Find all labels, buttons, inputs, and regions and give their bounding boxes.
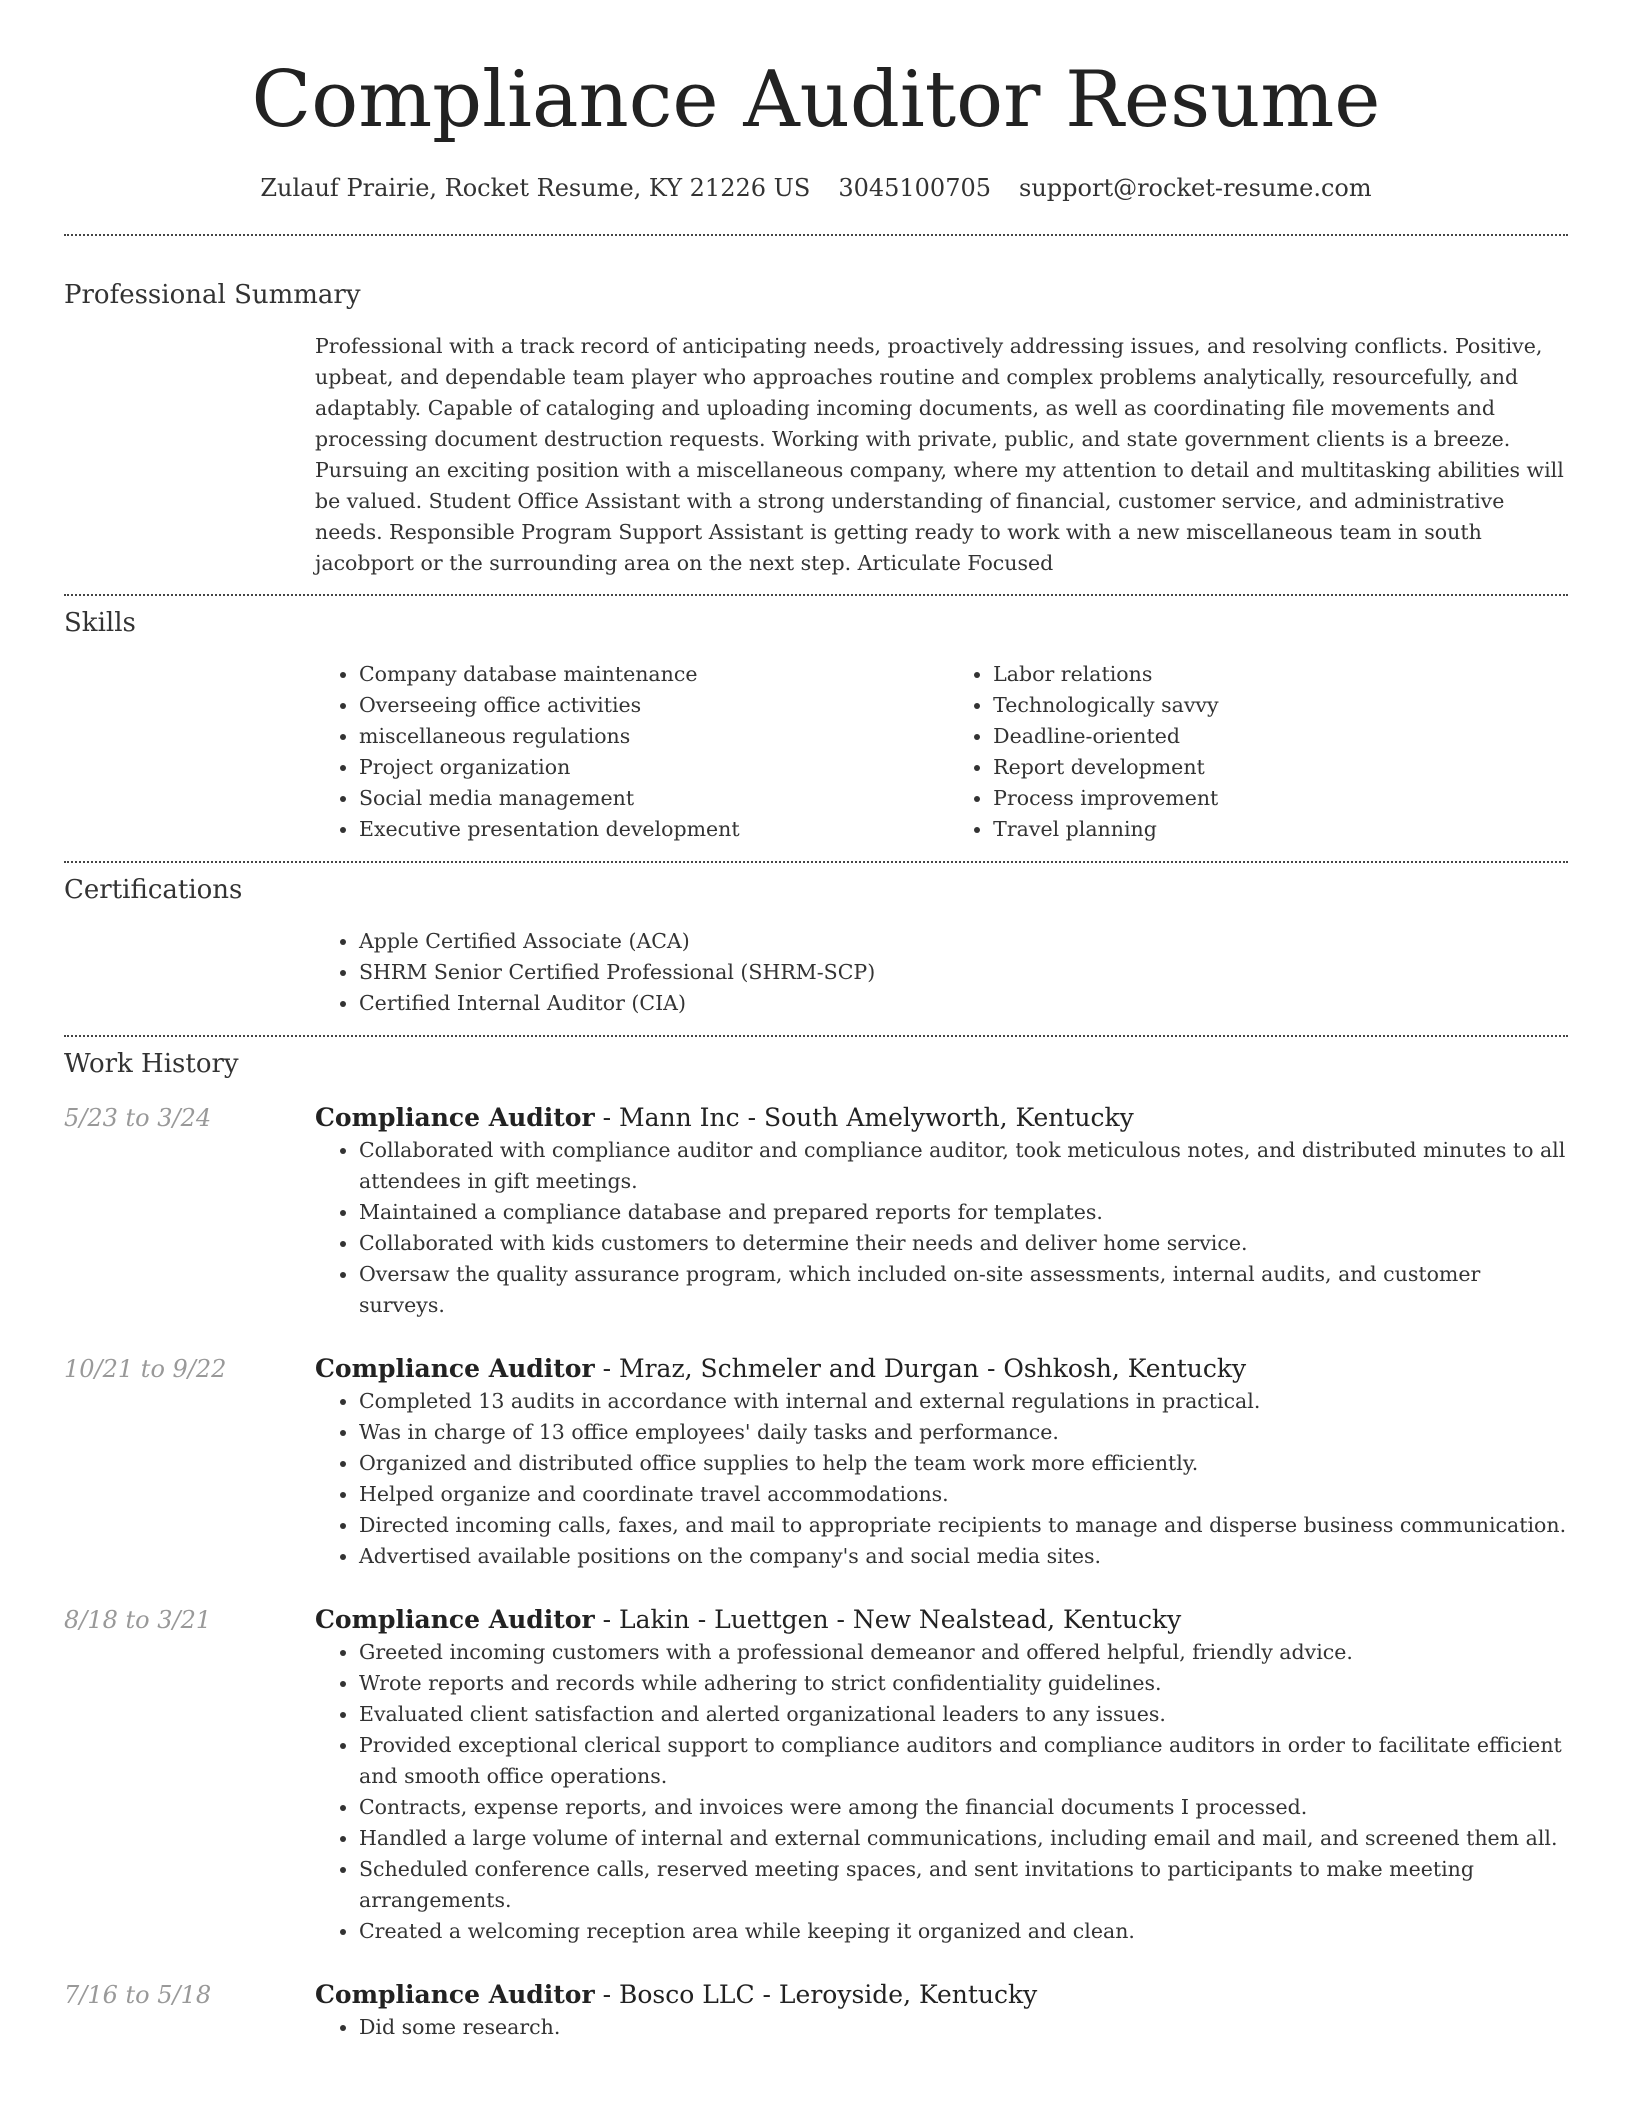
- summary-heading: Professional Summary: [64, 280, 361, 310]
- skill-item: • Labor relations: [993, 659, 1568, 690]
- job-role: Compliance Auditor: [315, 1605, 595, 1634]
- skill-item: • Deadline-oriented: [993, 721, 1568, 752]
- job-dates: 5/23 to 3/24: [64, 1104, 212, 1132]
- contact-email[interactable]: support@rocket-resume.com: [1019, 174, 1372, 202]
- job-title: [315, 1603, 1568, 1637]
- skills-columns: [315, 659, 1568, 845]
- job-title: [315, 1352, 1568, 1386]
- job-bullet: • Helped organize and coordinate travel accommodations.: [359, 1479, 1568, 1510]
- job-bullets: [315, 1637, 1568, 1947]
- skill-item: • Executive presentation development: [359, 814, 949, 845]
- contact-line: [64, 172, 1568, 204]
- job-bullet: • Did some research.: [359, 2012, 1568, 2043]
- certifications-list: [315, 926, 1568, 1019]
- job-detail: - Mraz, Schmeler and Durgan - Oshkosh, Kentucky: [594, 1354, 1247, 1383]
- job-detail: - Mann Inc - South Amelyworth, Kentucky: [594, 1103, 1134, 1132]
- job-bullet: • Oversaw the quality assurance program, which included on-site assessments, internal audits, and customer surveys.: [359, 1259, 1568, 1321]
- job-entry: [64, 1352, 1568, 1572]
- job-detail: - Bosco LLC - Leroyside, Kentucky: [594, 1980, 1038, 2009]
- job-bullet: • Directed incoming calls, faxes, and mail to appropriate recipients to manage and disperse business communication.: [359, 1510, 1568, 1541]
- skills-list-right: [949, 659, 1568, 845]
- job-entry: [64, 1101, 1568, 1321]
- skill-item: • Overseeing office activities: [359, 690, 949, 721]
- job-body: [315, 1978, 1568, 2043]
- contact-address: Zulauf Prairie, Rocket Resume, KY 21226 US: [260, 174, 811, 202]
- job-bullets: [315, 1386, 1568, 1572]
- resume-page: [64, 0, 1568, 2043]
- certifications-heading: Certifications: [64, 875, 243, 905]
- job-title: [315, 1101, 1568, 1135]
- job-dates: 10/21 to 9/22: [64, 1355, 227, 1383]
- job-bullet: • Advertised available positions on the company's and social media sites.: [359, 1541, 1568, 1572]
- certifications-section: [64, 863, 1568, 1019]
- job-bullet: • Handled a large volume of internal and external communications, including email and mail, and screened them all.: [359, 1823, 1568, 1854]
- skill-item: • Process improvement: [993, 783, 1568, 814]
- skill-item: • Project organization: [359, 752, 949, 783]
- job-detail: - Lakin - Luettgen - New Nealstead, Kentucky: [594, 1605, 1182, 1634]
- job-bullets: [315, 1135, 1568, 1321]
- job-bullet: • Organized and distributed office supplies to help the team work more efficiently.: [359, 1448, 1568, 1479]
- job-bullet: • Wrote reports and records while adhering to strict confidentiality guidelines.: [359, 1668, 1568, 1699]
- job-bullet: • Scheduled conference calls, reserved meeting spaces, and sent invitations to participants to make meeting arrangements.: [359, 1854, 1568, 1916]
- job-body: [315, 1603, 1568, 1947]
- skills-section: [64, 596, 1568, 845]
- summary-section: [64, 236, 1568, 579]
- resume-title: Compliance Auditor Resume: [251, 55, 1381, 145]
- job-dates: 7/16 to 5/18: [64, 1981, 212, 2009]
- skill-item: • Social media management: [359, 783, 949, 814]
- job-bullet: • Was in charge of 13 office employees' daily tasks and performance.: [359, 1417, 1568, 1448]
- job-role: Compliance Auditor: [315, 1103, 595, 1132]
- job-bullet: • Maintained a compliance database and prepared reports for templates.: [359, 1197, 1568, 1228]
- job-entry: [64, 1978, 1568, 2043]
- job-dates: 8/18 to 3/21: [64, 1606, 212, 1634]
- skill-item: • Travel planning: [993, 814, 1568, 845]
- job-bullets: [315, 2012, 1568, 2043]
- job-body: [315, 1352, 1568, 1572]
- certification-item: • SHRM Senior Certified Professional (SHRM-SCP): [359, 957, 1568, 988]
- skills-list-left: [315, 659, 949, 845]
- job-bullet: • Provided exceptional clerical support to compliance auditors and compliance auditors in order to facilitate efficient and smooth office operations.: [359, 1730, 1568, 1792]
- skill-item: • miscellaneous regulations: [359, 721, 949, 752]
- job-bullet: • Greeted incoming customers with a professional demeanor and offered helpful, friendly advice.: [359, 1637, 1568, 1668]
- job-bullet: • Created a welcoming reception area while keeping it organized and clean.: [359, 1916, 1568, 1947]
- summary-text: Professional with a track record of anticipating needs, proactively addressing issues, and resolving conflicts. Positive, upbeat, and dependable team player who approaches routine and complex problems analytically, resourcefully, and adaptably. Capable of cataloging and uploading incoming documents, as well as coordinating file movements and processing document destruction requests. Working with private, public, and state government clients is a breeze. Pursuing an exciting position with a miscellaneous company, where my attention to detail and multitasking abilities will be valued. Student Office Assistant with a strong understanding of financial, customer service, and administrative needs. Responsible Program Support Assistant is getting ready to work with a new miscellaneous team in south jacobport or the surrounding area on the next step. Articulate Focused: [315, 334, 1564, 575]
- skills-heading: Skills: [64, 608, 136, 638]
- job-role: Compliance Auditor: [315, 1980, 595, 2009]
- job-role: Compliance Auditor: [315, 1354, 595, 1383]
- skill-item: • Technologically savvy: [993, 690, 1568, 721]
- work-history-heading: Work History: [64, 1049, 239, 1079]
- job-bullet: • Completed 13 audits in accordance with internal and external regulations in practical.: [359, 1386, 1568, 1417]
- work-history-section: [64, 1037, 1568, 2043]
- certification-item: • Certified Internal Auditor (CIA): [359, 988, 1568, 1019]
- certification-item: • Apple Certified Associate (ACA): [359, 926, 1568, 957]
- job-title: [315, 1978, 1568, 2012]
- job-bullet: • Contracts, expense reports, and invoices were among the financial documents I processed.: [359, 1792, 1568, 1823]
- job-entry: [64, 1603, 1568, 1947]
- skill-item: • Report development: [993, 752, 1568, 783]
- contact-phone: 3045100705: [838, 174, 992, 202]
- job-bullet: • Collaborated with kids customers to determine their needs and deliver home service.: [359, 1228, 1568, 1259]
- job-bullet: • Collaborated with compliance auditor and compliance auditor, took meticulous notes, and distributed minutes to all attendees in gift meetings.: [359, 1135, 1568, 1197]
- job-body: [315, 1101, 1568, 1321]
- job-bullet: • Evaluated client satisfaction and alerted organizational leaders to any issues.: [359, 1699, 1568, 1730]
- skill-item: • Company database maintenance: [359, 659, 949, 690]
